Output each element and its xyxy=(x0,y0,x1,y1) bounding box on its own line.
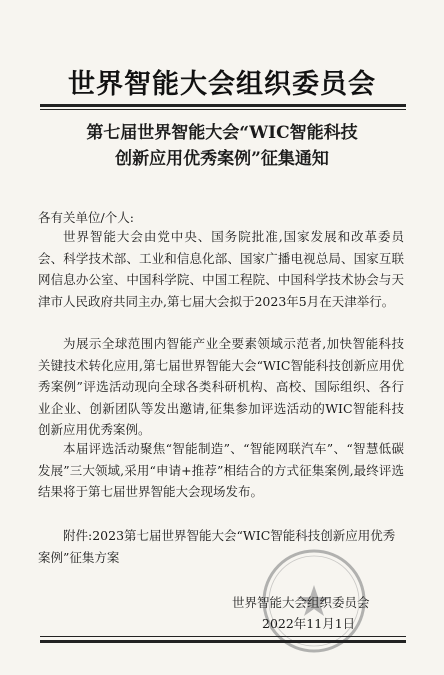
document-title-line2: 创新应用优秀案例”征集通知 xyxy=(115,149,329,169)
document-title-line1: 第七届世界智能大会“WIC智能科技 xyxy=(86,123,358,143)
salutation: 各有关单位/个人: xyxy=(38,210,134,225)
letterhead-rule-thick xyxy=(40,104,406,107)
footer-rule-thick xyxy=(40,640,406,643)
organization-letterhead: 世界智能大会组织委员会 xyxy=(68,69,376,100)
paragraph-focus: 本届评选活动聚焦“智能制造”、“智能网联汽车”、“智慧低碳发展”三大领域,采用“申请+推荐”相结合的方式征集案例,最终评选结果将于第七届世界智能大会现场发布。 xyxy=(38,441,404,499)
signature-date: 2022年11月1日 xyxy=(262,616,356,631)
paragraph-purpose: 为展示全球范围内智能产业全要素领域示范者,加快智能科技关键技术转化应用,第七届世界智能大会“WIC智能科技创新应用优秀案例”评选活动现向全球各类科研机构、高校、国际组织、各行业企业、创新团队等发出邀请,征集参加评选活动的WIC智能科技创新应用优秀案例。 xyxy=(38,336,404,437)
letterhead-rule-thin xyxy=(40,109,406,110)
paragraph-intro: 世界智能大会由党中央、国务院批准,国家发展和改革委员会、科学技术部、工业和信息化部、国家广播电视总局、国家互联网信息办公室、中国科学院、中国工程院、中国科学技术协会与天津市人民政府共同主办,第七届大会拟于2023年5月在天津举行。 xyxy=(38,229,404,309)
signature-organization: 世界智能大会组织委员会 xyxy=(232,595,370,610)
document-title xyxy=(0,120,444,172)
attachment-note: 附件:2023第七届世界智能大会“WIC智能科技创新应用优秀案例”征集方案 xyxy=(38,528,396,565)
footer-rule-thin xyxy=(40,636,406,637)
